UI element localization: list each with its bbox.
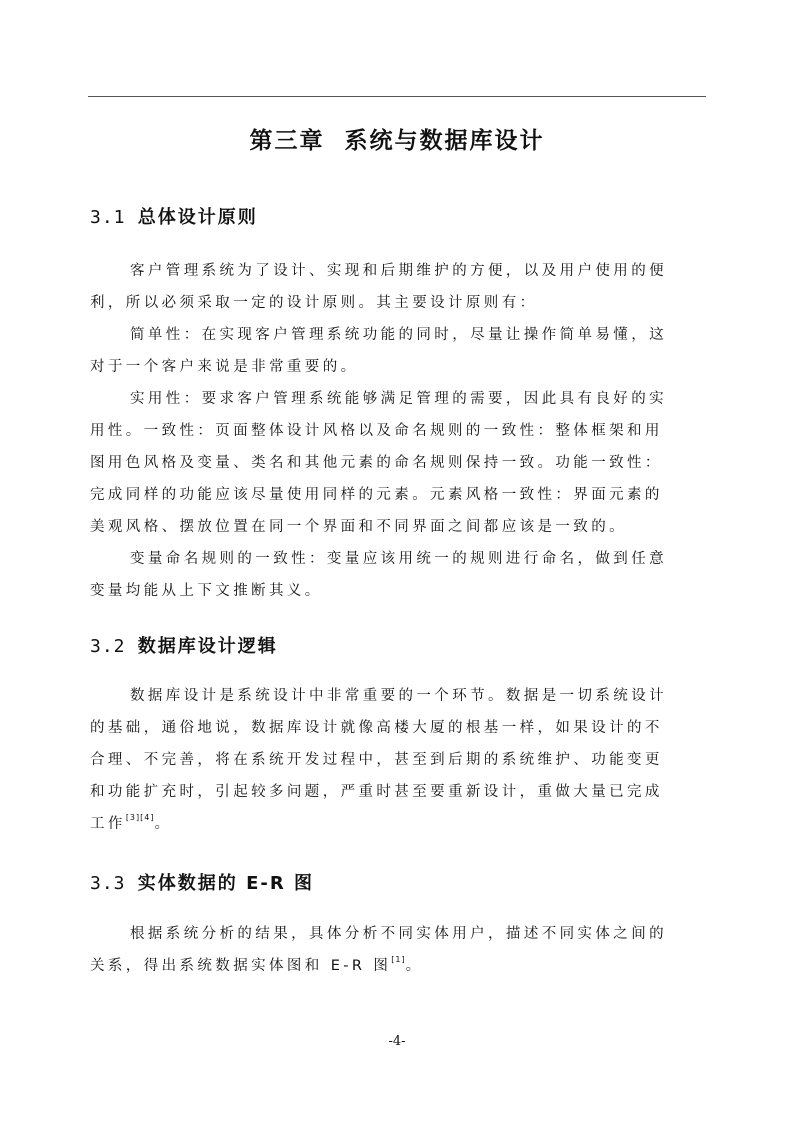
section-title: 数据库设计逻辑 bbox=[137, 636, 278, 657]
section-body-3-2 bbox=[90, 680, 702, 840]
paragraph-line: 数据库设计是系统设计中非常重要的一个环节。数据是一切系统设计 bbox=[130, 688, 667, 704]
section-heading-3-2 bbox=[90, 632, 278, 658]
section-title: 总体设计原则 bbox=[137, 207, 258, 228]
section-body-3-3 bbox=[90, 918, 702, 982]
citation-ref: [3][4] bbox=[125, 813, 155, 822]
citation-ref: [1] bbox=[391, 955, 406, 964]
paragraph-line: 合理、不完善，将在系统开发过程中，甚至到后期的系统维护、功能变更 bbox=[90, 752, 663, 768]
paragraph-line: 对于一个客户来说是非常重要的。 bbox=[90, 359, 359, 375]
paragraph-text: 关系，得出系统数据实体图和 E-R 图 bbox=[90, 958, 392, 974]
header-rule bbox=[88, 96, 706, 97]
paragraph-line: 利，所以必须采取一定的设计原则。其主要设计原则有： bbox=[90, 295, 538, 311]
paragraph-line-with-citation bbox=[90, 950, 702, 982]
section-body-3-1 bbox=[90, 255, 702, 607]
paragraph-line: 的基础，通俗地说，数据库设计就像高楼大厦的根基一样，如果设计的不 bbox=[90, 720, 663, 736]
paragraph-tail: 。 bbox=[154, 816, 173, 832]
paragraph-line: 和功能扩充时，引起较多问题，严重时甚至要重新设计，重做大量已完成 bbox=[90, 784, 663, 800]
paragraph-line-with-citation bbox=[90, 808, 702, 840]
paragraph-line: 变量均能从上下文推断其义。 bbox=[90, 583, 323, 599]
paragraph-line: 客户管理系统为了设计、实现和后期维护的方便，以及用户使用的便 bbox=[130, 263, 667, 279]
section-number: 3.1 bbox=[90, 207, 126, 228]
paragraph-tail: 。 bbox=[405, 958, 424, 974]
section-heading-3-3 bbox=[90, 869, 314, 895]
page-number: -4- bbox=[388, 1034, 406, 1049]
paragraph-text: 工作 bbox=[90, 816, 126, 832]
section-title: 实体数据的 E-R 图 bbox=[137, 873, 314, 894]
paragraph-line: 实用性：要求客户管理系统能够满足管理的需要，因此具有良好的实 bbox=[130, 391, 667, 407]
section-heading-3-1 bbox=[90, 203, 258, 229]
chapter-title: 第三章 系统与数据库设计 bbox=[249, 128, 545, 154]
paragraph-line: 变量命名规则的一致性：变量应该用统一的规则进行命名，做到任意 bbox=[130, 551, 667, 567]
paragraph-line: 简单性：在实现客户管理系统功能的同时，尽量让操作简单易懂，这 bbox=[130, 327, 667, 343]
section-number: 3.3 bbox=[90, 873, 126, 894]
paragraph-line: 根据系统分析的结果，具体分析不同实体用户，描述不同实体之间的 bbox=[130, 926, 667, 942]
section-number: 3.2 bbox=[90, 636, 126, 657]
paragraph-line: 美观风格、摆放位置在同一个界面和不同界面之间都应该是一致的。 bbox=[90, 519, 627, 535]
paragraph-line: 图用色风格及变量、类名和其他元素的命名规则保持一致。功能一致性： bbox=[90, 455, 663, 471]
paragraph-line: 完成同样的功能应该尽量使用同样的元素。元素风格一致性：界面元素的 bbox=[90, 487, 663, 503]
paragraph-line: 用性。一致性：页面整体设计风格以及命名规则的一致性：整体框架和用 bbox=[90, 423, 663, 439]
